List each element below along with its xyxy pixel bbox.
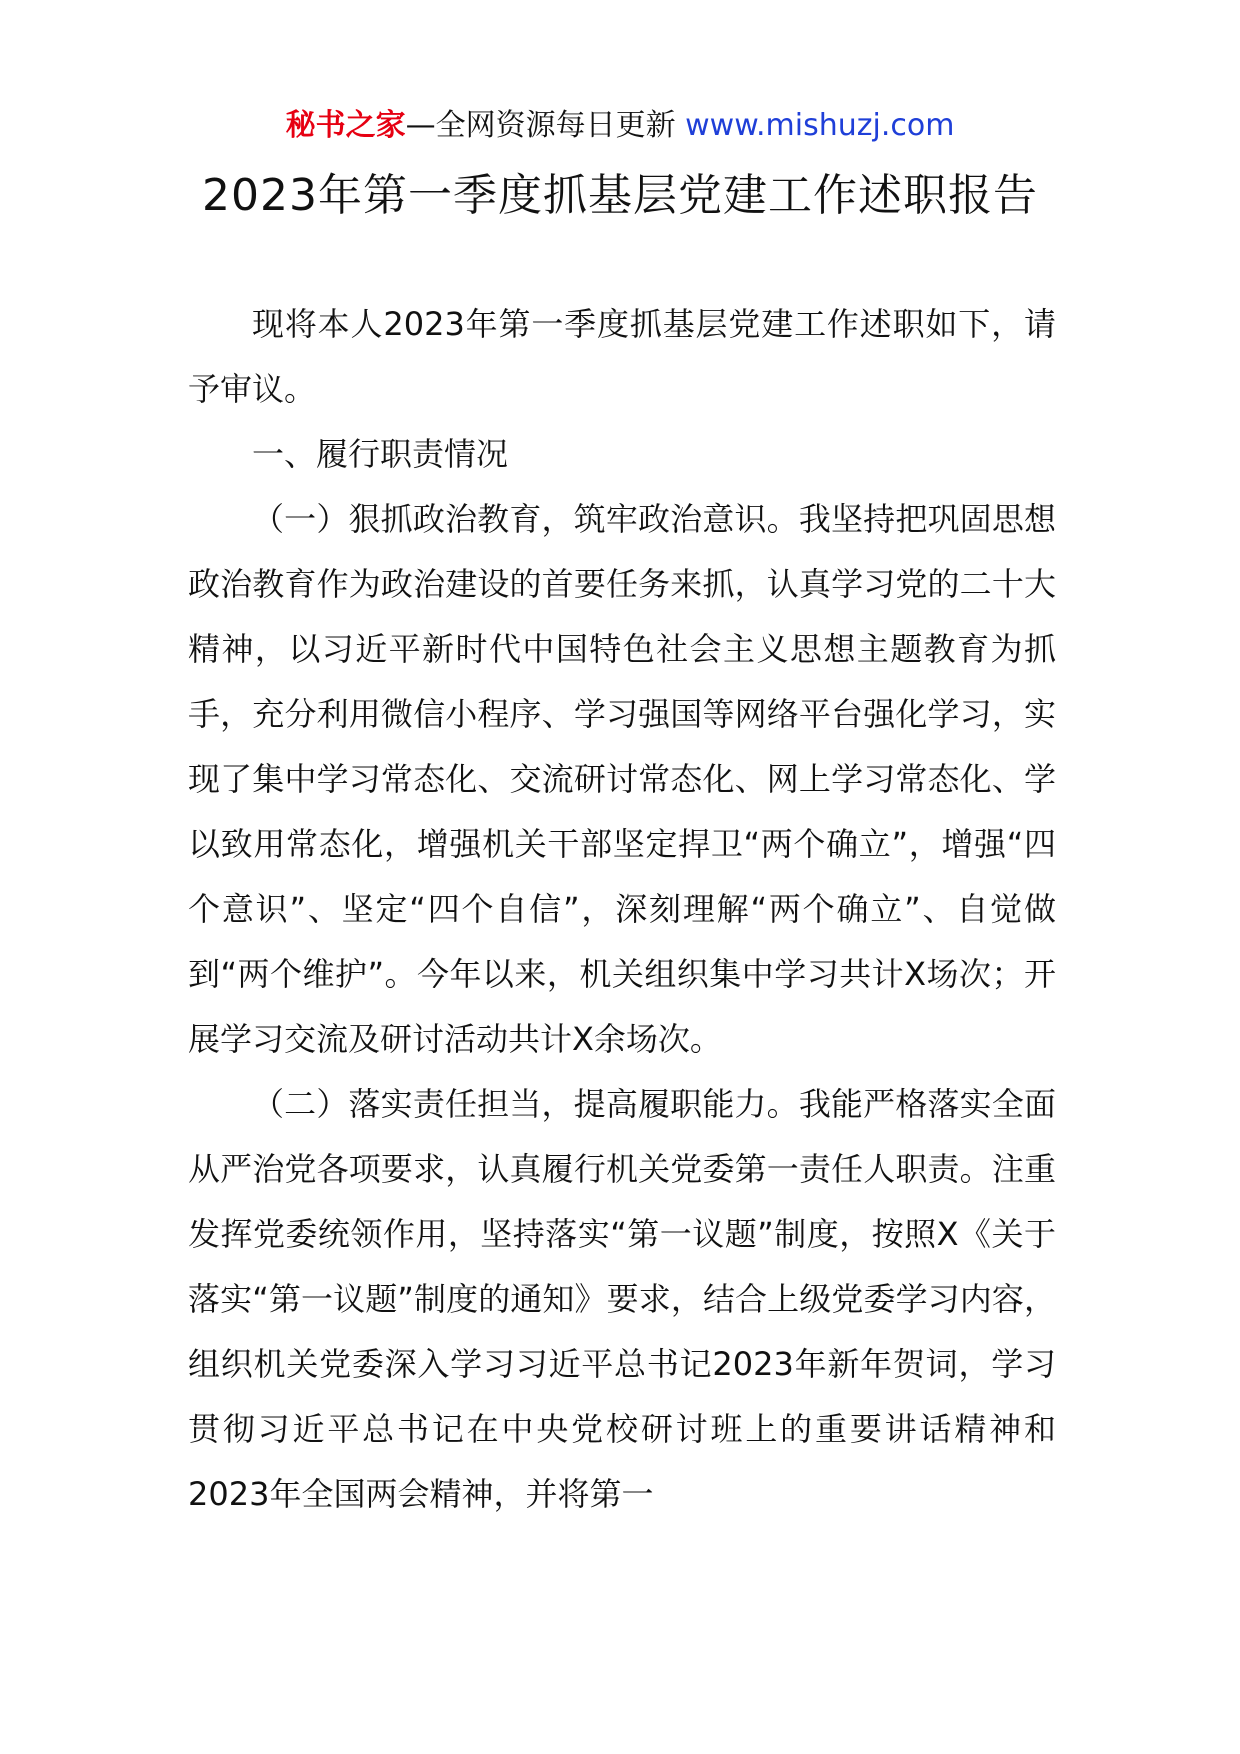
section-heading-duties: 一、履行职责情况 xyxy=(252,435,509,473)
paragraph-political-education: （一）狠抓政治教育，筑牢政治意识。我坚持把巩固思想政治教育作为政治建设的首要任务来抓，认真学习党的二十大精神，以习近平新时代中国特色社会主义思想主题教育为抓手，充分利用微信小程序、学习强国等网络平台强化学习，实现了集中学习常态化、交流研讨常态化、网上学习常态化、学以致用常态化，增强机关干部坚定捍卫“两个确立”，增强“四个意识”、坚定“四个自信”，深刻理解“两个确立”、自觉做到“两个维护”。今年以来，机关组织集中学习共计X场次；开展学习交流及研讨活动共计X余场次。 xyxy=(188,500,1056,1058)
document-body xyxy=(188,292,1056,1527)
header-banner xyxy=(0,104,1240,148)
paragraph-responsibility: （二）落实责任担当，提高履职能力。我能严格落实全面从严治党各项要求，认真履行机关党委第一责任人职责。注重发挥党委统领作用，坚持落实“第一议题”制度，按照X《关于落实“第一议题”制度的通知》要求，结合上级党委学习内容，组织机关党委深入学习习近平总书记2023年新年贺词，学习贯彻习近平总书记在中央党校研讨班上的重要讲话精神和2023年全国两会精神，并将第一 xyxy=(188,1085,1056,1513)
document-title: 2023年第一季度抓基层党建工作述职报告 xyxy=(202,170,1038,221)
paragraph-intro: 现将本人2023年第一季度抓基层党建工作述职如下，请予审议。 xyxy=(188,305,1056,408)
website-link[interactable]: www.mishuzj.com xyxy=(685,108,955,143)
banner-tagline: —全网资源每日更新 xyxy=(405,108,686,143)
brand-name: 秘书之家 xyxy=(285,108,406,143)
